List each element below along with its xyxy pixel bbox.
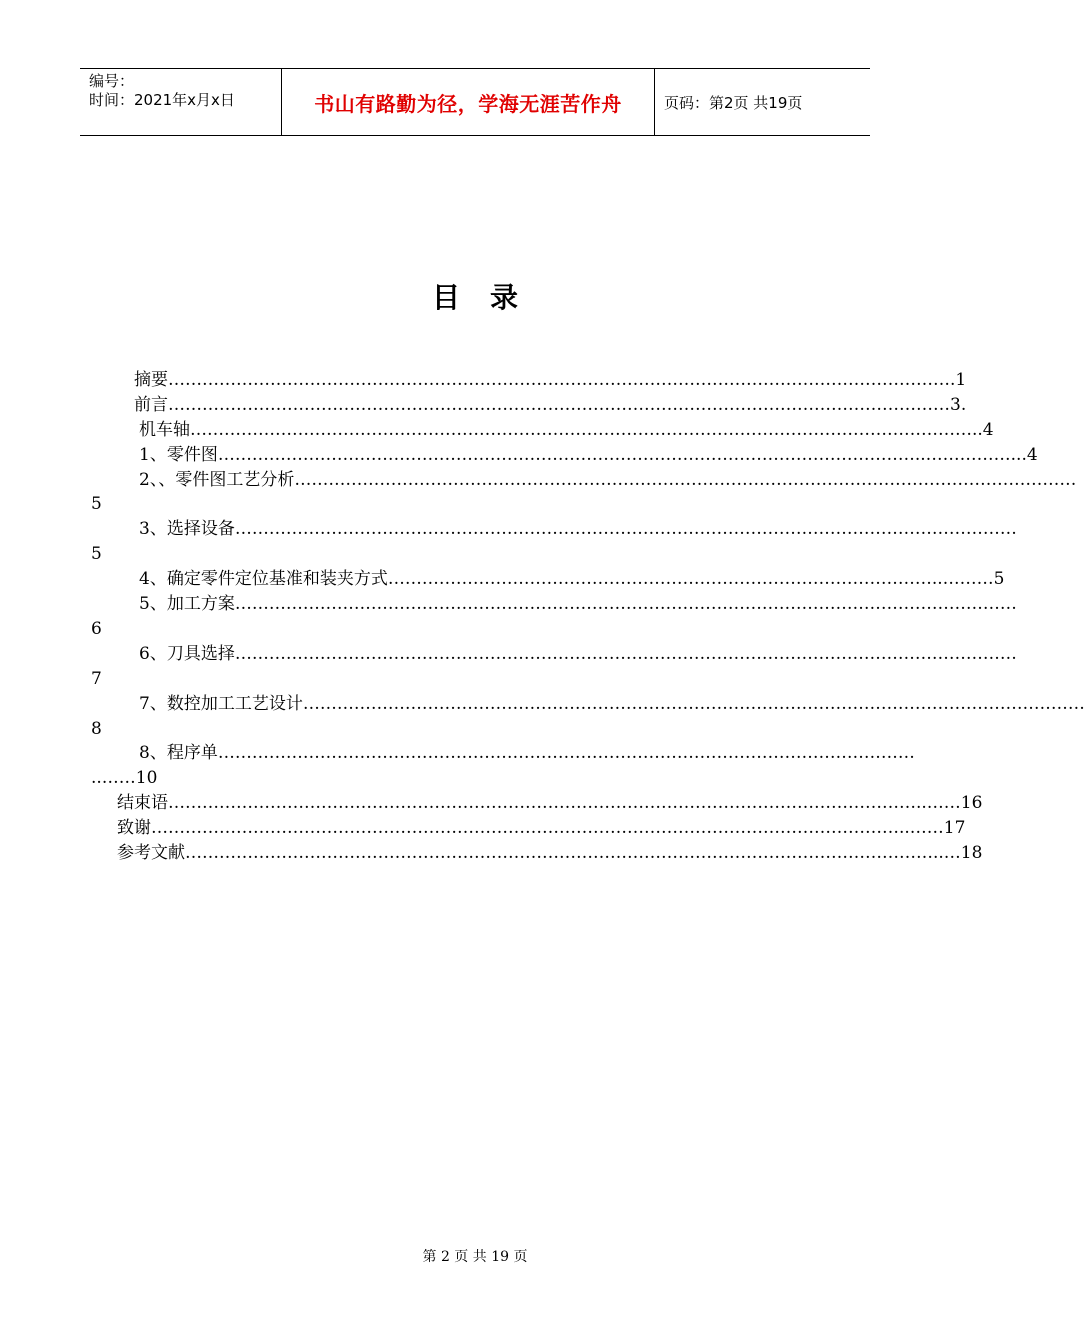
toc-entry-positioning[interactable] — [139, 567, 1005, 591]
toc-label: 机车轴 — [139, 420, 190, 440]
toc-page: 7 — [91, 669, 102, 689]
toc-label: 结束语 — [117, 793, 168, 813]
toc-page: ..………5 — [931, 569, 1005, 589]
toc-entry-abstract[interactable] — [134, 368, 967, 392]
toc-page: ..……………...4 — [914, 445, 1038, 465]
toc-leader: …………………………………………………………………………………………………………………… — [168, 370, 916, 390]
toc-leader: ………………………………………………………………………………………………………………………… — [294, 470, 1077, 490]
toc-leader: ………………………………………………………………………………………………………………………… — [234, 644, 1017, 664]
toc-entry-acknowledgements[interactable] — [117, 816, 966, 840]
toc-entry-preface[interactable] — [134, 393, 967, 417]
toc-leader: ………………………………………………………………………………………………………………………… — [302, 694, 1085, 714]
toc-leader: …………………………………………………………………………………………………………………… — [190, 420, 938, 440]
toc-page: 5 — [91, 494, 102, 514]
toc-page: 8 — [91, 719, 102, 739]
toc-leader: ………………………………………………………………………………………………………………………… — [234, 594, 1017, 614]
toc-leader: …………………………………………………………………………………………………………… — [217, 743, 915, 763]
toc-label: 5、加工方案 — [139, 594, 235, 614]
toc-entry-tool-selection[interactable] — [139, 642, 1017, 666]
toc-page: ……..4 — [938, 420, 994, 440]
header-motto-cell — [281, 69, 655, 135]
motto: 书山有路勤为径，学海无涯苦作舟 — [314, 91, 622, 116]
toc-label: 7、数控加工工艺设计 — [139, 694, 303, 714]
toc-label: 前言 — [134, 395, 168, 415]
toc-page: 5 — [91, 544, 102, 564]
time-label: 时间：2021年x月x日 — [89, 91, 235, 109]
toc-label: 摘要 — [134, 370, 168, 390]
toc-leader: ………………………………………………………………………………………………………………………… — [234, 519, 1017, 539]
toc-label: 4、确定零件定位基准和装夹方式 — [139, 569, 388, 589]
toc-label: 6、刀具选择 — [139, 644, 235, 664]
toc-entry-process-analysis[interactable] — [139, 468, 1077, 492]
toc-title: 目录 — [431, 281, 548, 314]
toc-leader: …………………………………………………………………………………………………………………… — [185, 843, 933, 863]
page-header — [80, 68, 870, 136]
toc-entry-program-list[interactable] — [139, 741, 915, 765]
toc-label: 致谢 — [117, 818, 151, 838]
page-info: 页码：第2页 共19页 — [664, 93, 803, 112]
toc-leader: …………………………………………………………………………………… — [387, 569, 932, 589]
toc-label: 1、零件图 — [139, 445, 218, 465]
toc-entry-cnc-design[interactable] — [139, 692, 1085, 716]
toc-label: 3、选择设备 — [139, 519, 235, 539]
number-label: 编号： — [89, 72, 135, 90]
toc-page: ..……16 — [916, 793, 983, 813]
toc-label: 2、、零件图工艺分析 — [139, 470, 295, 490]
toc-page: 6 — [91, 619, 102, 639]
toc-label: 8、程序单 — [139, 743, 218, 763]
toc-leader: …………………………………………………………………………………………………………… — [217, 445, 915, 465]
toc-leader: …………………………………………………………………………………………………………………… — [151, 818, 899, 838]
toc-entry-locomotive-axle[interactable] — [139, 418, 994, 442]
toc-entry-equipment[interactable] — [139, 517, 1017, 541]
toc-page: ………………3. — [848, 395, 967, 415]
toc-page: ..…18 — [933, 843, 983, 863]
toc-leader: …………………………………………………………………………………………………………………… — [168, 793, 916, 813]
toc-entry-conclusion[interactable] — [117, 791, 983, 815]
toc-label: 参考文献 — [117, 843, 185, 863]
toc-page: ..……17 — [899, 818, 966, 838]
toc-entry-machining-plan[interactable] — [139, 592, 1017, 616]
toc-entry-references[interactable] — [117, 841, 983, 865]
toc-leader: ………………………………………………………………………………………………………… — [168, 395, 848, 415]
toc-entry-part-drawing[interactable] — [139, 443, 1038, 467]
header-meta — [80, 69, 281, 135]
toc-page: …….1 — [916, 370, 967, 390]
page-footer: 第 2 页 共 19 页 — [422, 1249, 528, 1265]
toc-page: ..……10 — [91, 768, 158, 788]
header-page-info — [655, 69, 870, 135]
